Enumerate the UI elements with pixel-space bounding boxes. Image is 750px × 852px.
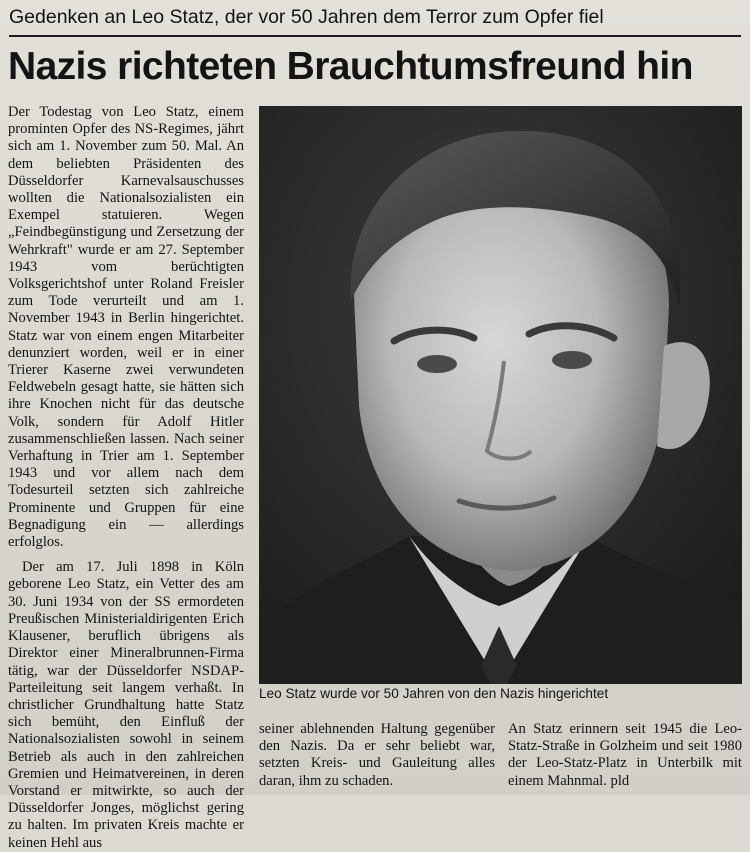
body-column-middle	[259, 721, 495, 790]
portrait-photo	[259, 106, 742, 684]
body-paragraph-4: An Statz erinnern seit 1945 die Leo-Statz-Straße in Golzheim und seit 1980 der Leo-Statz-Platz in Unterbilk mit einem Mahnmal. pld	[508, 721, 742, 789]
body-column-left	[8, 104, 244, 852]
article-kicker: Gedenken an Leo Statz, der vor 50 Jahren dem Terror zum Opfer fiel	[9, 6, 604, 28]
body-column-right	[508, 721, 742, 790]
article-headline: Nazis richteten Brauchtumsfreund hin	[8, 45, 693, 88]
body-paragraph-2: Der am 17. Juli 1898 in Köln geborene Leo Statz, ein Vetter des am 30. Juni 1934 von der SS ermordeten Preußischen Ministerialdirigenten Erich Klausener, beruflich übrigens als Direktor einer Mineralbrunnen-Firma tätig, war der Düsseldorfer NSDAP-Parteileitung seit langem verhaßt. In christlicher Grundhaltung hatte Statz sich bemüht, den Einfluß der Nationalsozialisten sowohl in seinem Betrieb als auch in den zahlreichen Gremien und Heimatvereinen, in deren Vorstand er mitwirkte, so auch der Düsseldorfer Jonges, möglichst gering zu halten. Im privaten Kreis machte er keinen Hehl aus	[8, 559, 244, 851]
photo-caption: Leo Statz wurde vor 50 Jahren von den Nazis hingerichtet	[259, 686, 609, 701]
body-paragraph-1: Der Todestag von Leo Statz, einem prominten Opfer des NS-Regimes, jährt sich am 1. November zum 50. Mal. An dem beliebten Präsidenten des Düsseldorfer Karnevalsauschusses wollten die Nationalsozialisten ein Exempel statuieren. Wegen „Feindbegünstigung und Zersetzung der Wehrkraft" wurde er am 27. September 1943 vom berüchtigten Volksgerichtshof unter Roland Freisler zum Tode verurteilt und am 1. November 1943 in Berlin hingerichtet. Statz war von einem engen Mitarbeiter denunziert worden, weil er in einer Trierer Kaserne zwei verwundeten Feldwebeln gesagt hatte, sie hätten sich ihre Knochen nicht für das deutsche Volk, sondern für Adolf Hitler zusammenschließen lassen. Nach seiner Verhaftung in Trier am 1. September 1943 und vor allem nach dem Todesurteil setzten sich zahlreiche Prominente und Gruppen für eine Begnadigung ein — allerdings erfolglos.	[8, 104, 244, 551]
body-paragraph-3: seiner ablehnenden Haltung gegenüber den Nazis. Da er sehr beliebt war, setzten Kreis- und Gauleitung alles daran, ihm zu schaden.	[259, 721, 495, 789]
kicker-rule	[9, 35, 741, 37]
